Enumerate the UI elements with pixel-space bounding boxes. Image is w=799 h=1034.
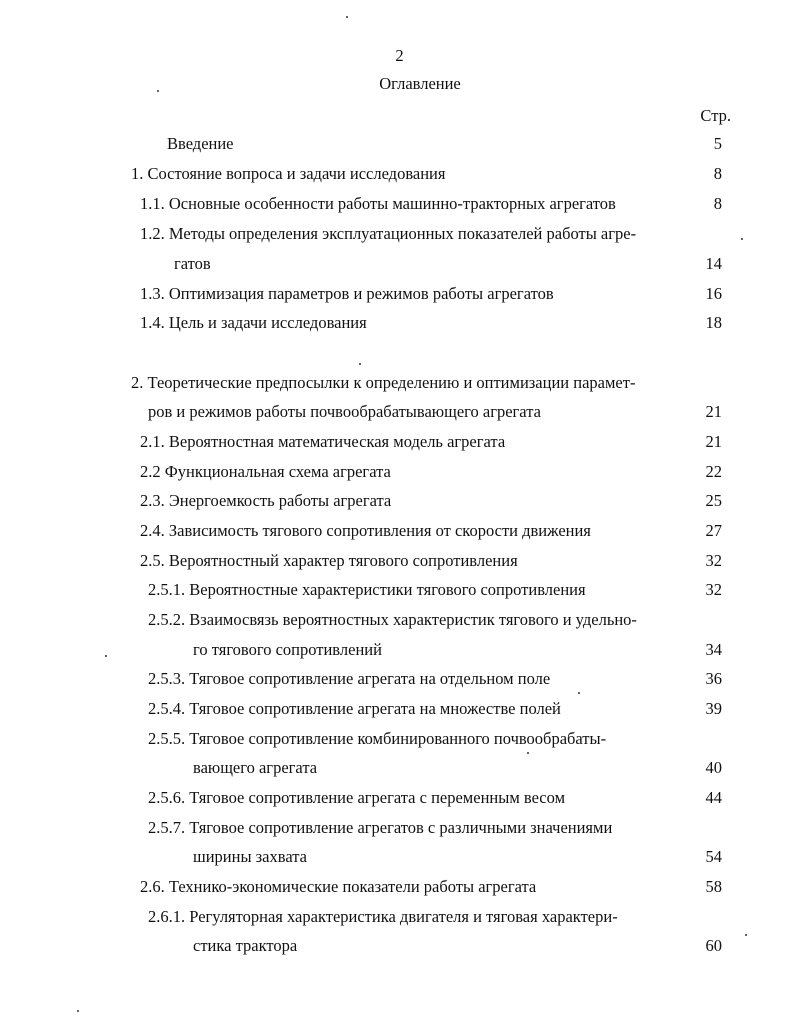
- scan-speck: [359, 363, 361, 365]
- toc-page-number: 14: [705, 254, 722, 273]
- toc-page-number: 44: [705, 788, 722, 807]
- scan-speck: [346, 16, 348, 18]
- toc-entry-1-2[interactable]: 1.2. Методы определения эксплуатационных показателей работы агре-: [140, 224, 637, 243]
- toc-entry-2-5-3[interactable]: 2.5.3. Тяговое сопротивление агрегата на отдельном поле: [148, 669, 551, 688]
- toc-entry-2-5-2[interactable]: 2.5.2. Взаимосвязь вероятностных характеристик тягового и удельно-: [148, 610, 637, 629]
- toc-entry-2-5-7-continued[interactable]: ширины захвата: [193, 847, 307, 866]
- toc-entry-1-3[interactable]: 1.3. Оптимизация параметров и режимов работы агрегатов: [140, 284, 554, 303]
- scan-speck: [77, 1010, 79, 1012]
- toc-entry-2-5-7[interactable]: 2.5.7. Тяговое сопротивление агрегатов с различными значениями: [148, 818, 613, 837]
- toc-entry-chapter-2-continued[interactable]: ров и режимов работы почвообрабатывающего агрегата: [148, 402, 541, 421]
- scan-speck: [527, 752, 529, 754]
- toc-entry-1-2-continued[interactable]: гатов: [174, 254, 211, 273]
- scan-speck: [157, 90, 159, 92]
- toc-page-number: 54: [705, 847, 722, 866]
- toc-entry-chapter-1[interactable]: 1. Состояние вопроса и задачи исследования: [131, 164, 446, 183]
- toc-entry-2-5-1[interactable]: 2.5.1. Вероятностные характеристики тягового сопротивления: [148, 580, 586, 599]
- toc-entry-2-5-5-continued[interactable]: вающего агрегата: [193, 758, 318, 777]
- toc-page-number: 39: [705, 699, 722, 718]
- toc-entry-2-1[interactable]: 2.1. Вероятностная математическая модель агрегата: [140, 432, 506, 451]
- toc-page-number: 32: [705, 551, 722, 570]
- toc-entry-2-6[interactable]: 2.6. Технико-экономические показатели работы агрегата: [140, 877, 537, 896]
- toc-page-number: 16: [705, 284, 722, 303]
- toc-entry-1-4[interactable]: 1.4. Цель и задачи исследования: [140, 313, 367, 332]
- toc-page-number: 8: [713, 164, 722, 183]
- toc-page-number: 25: [705, 491, 722, 510]
- scan-speck: [741, 238, 743, 240]
- toc-entry-2-5-4[interactable]: 2.5.4. Тяговое сопротивление агрегата на множестве полей: [148, 699, 561, 718]
- toc-page-number: 5: [713, 134, 722, 153]
- toc-page-number: 22: [705, 462, 722, 481]
- toc-page-number: 32: [705, 580, 722, 599]
- toc-page-number: 8: [713, 194, 722, 213]
- toc-entry-2-5-6[interactable]: 2.5.6. Тяговое сопротивление агрегата с переменным весом: [148, 788, 566, 807]
- toc-entry-2-4[interactable]: 2.4. Зависимость тягового сопротивления от скорости движения: [140, 521, 591, 540]
- page-column-header: Стр.: [700, 106, 731, 125]
- toc-page-number: 21: [705, 432, 722, 451]
- toc-entry-2-5-5[interactable]: 2.5.5. Тяговое сопротивление комбинированного почвообрабаты-: [148, 729, 607, 748]
- page-title: Оглавление: [379, 74, 461, 93]
- toc-entry-2-2[interactable]: 2.2 Функциональная схема агрегата: [140, 462, 391, 481]
- toc-page-number: 34: [705, 640, 722, 659]
- toc-entry-2-5[interactable]: 2.5. Вероятностный характер тягового сопротивления: [140, 551, 518, 570]
- toc-page-number: 27: [705, 521, 722, 540]
- toc-entry-2-6-1[interactable]: 2.6.1. Регуляторная характеристика двигателя и тяговая характери-: [148, 907, 618, 926]
- scan-speck: [745, 934, 747, 936]
- toc-entry-1-1[interactable]: 1.1. Основные особенности работы машинно-тракторных агрегатов: [140, 194, 616, 213]
- toc-entry-2-5-2-continued[interactable]: го тягового сопротивлений: [193, 640, 382, 659]
- scan-speck: [578, 692, 580, 694]
- toc-page-number: 36: [705, 669, 722, 688]
- toc-entry-introduction[interactable]: Введение: [167, 134, 234, 153]
- page-number: 2: [395, 46, 404, 65]
- toc-page-number: 60: [705, 936, 722, 955]
- toc-page-number: 18: [705, 313, 722, 332]
- toc-entry-2-3[interactable]: 2.3. Энергоемкость работы агрегата: [140, 491, 392, 510]
- scan-speck: [105, 655, 107, 657]
- toc-entry-2-6-1-continued[interactable]: стика трактора: [193, 936, 298, 955]
- toc-page-number: 40: [705, 758, 722, 777]
- toc-page-number: 58: [705, 877, 722, 896]
- toc-page-number: 21: [705, 402, 722, 421]
- toc-entry-chapter-2[interactable]: 2. Теоретические предпосылки к определению и оптимизации парамет-: [131, 373, 636, 392]
